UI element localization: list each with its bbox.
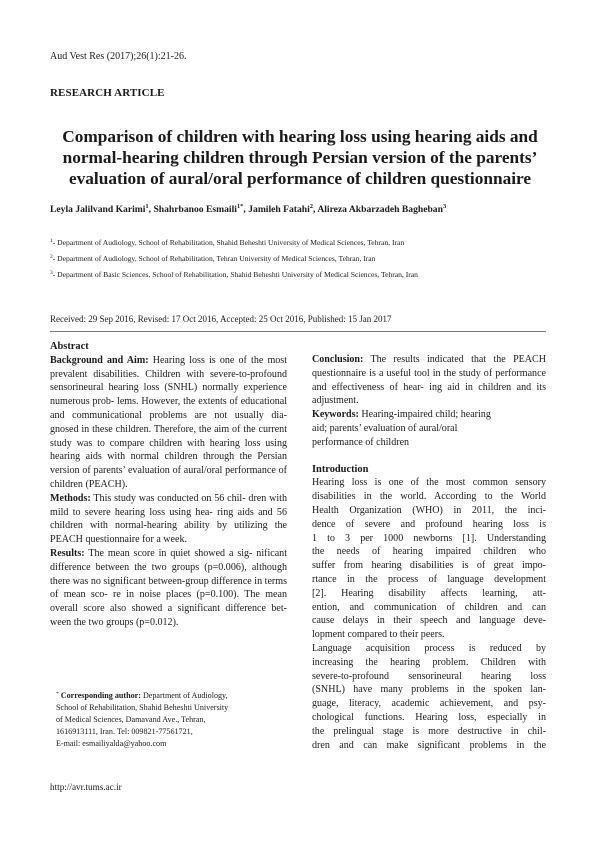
title-line: evaluation of aural/oral performance of children questionnaire bbox=[68, 169, 532, 188]
text-line: score also showed a significant difference bet- bbox=[83, 603, 288, 615]
text-line: Hearing loss is one of bbox=[152, 354, 247, 366]
corresponding-author-note bbox=[56, 688, 288, 750]
section-label: Background and Aim: bbox=[50, 354, 149, 366]
text-line: (SNHL) normally experience numerous prob- bbox=[50, 382, 287, 408]
author-affiliation-mark: 3 bbox=[442, 203, 447, 210]
affiliation-number: 2 bbox=[50, 254, 53, 260]
text-line: dren with mild to severe hearing loss using hea- bbox=[50, 492, 287, 518]
affiliation-item bbox=[50, 266, 550, 282]
affiliation-text: - Department of Audiology, School of Rehabilitation, Tehran University of Medical Sciences, Tehran, Iran bbox=[52, 254, 376, 263]
text-line: a week. bbox=[156, 534, 188, 546]
text-line: aid; parents’ evaluation of aural/oral bbox=[312, 422, 458, 434]
author-name: Shahrbanoo Esmaili bbox=[153, 204, 237, 215]
corr-line: 1616913111, Iran. Tel: 009821-77561721, bbox=[56, 727, 193, 737]
text-line: study of performance and effectiveness of hear- bbox=[312, 367, 546, 393]
author-affiliation-mark: 1 bbox=[145, 203, 149, 210]
intro-line: [2]. Hearing disability affects learning, att- bbox=[312, 587, 546, 599]
intro-line: dren and can make significant problems in the bbox=[312, 739, 546, 751]
intro-line: suffer from hearing disabilities is of great impo- bbox=[312, 560, 546, 572]
author-name: Jamileh Fatahi bbox=[248, 204, 310, 215]
corr-text: Department of Audiology, bbox=[142, 691, 228, 700]
intro-line: the needs of hearing impaired children who bbox=[312, 546, 546, 558]
journal-reference: Aud Vest Res (2017);26(1):21-26. bbox=[50, 51, 187, 62]
author-affiliation-mark: 1* bbox=[236, 203, 244, 210]
corr-mark: * bbox=[56, 691, 59, 697]
section-label: Conclusion: bbox=[312, 354, 364, 365]
affiliation-number: 1 bbox=[50, 238, 53, 244]
intro-line: Hearing loss is one of the most common sensory bbox=[312, 477, 546, 489]
intro-line: 1 to 3 per 1000 newborns [1]. Understanding bbox=[312, 532, 546, 544]
text-line: between-group difference in terms of mean sco- bbox=[50, 575, 287, 601]
intro-line: increasing the hearing problem. Children with bbox=[312, 656, 546, 668]
section-label: Methods: bbox=[50, 492, 91, 504]
text-line: ability by utilizing the PEACH questionnaire for bbox=[50, 520, 288, 546]
abstract-conclusion bbox=[312, 353, 546, 408]
abstract-background bbox=[50, 354, 287, 492]
intro-line: ention, and communication of children and can bbox=[312, 601, 546, 613]
corr-line: of Medical Sciences, Damavand Ave., Tehran, bbox=[56, 715, 206, 725]
author-list bbox=[50, 203, 550, 215]
abstract-methods bbox=[50, 492, 287, 547]
affiliation-number: 3 bbox=[50, 270, 53, 276]
affiliation-text: - Department of Audiology, School of Rehabilitation, Shahid Beheshti University of Medical Sciences, Tehran, Iran bbox=[52, 238, 405, 247]
text-line: ween the two groups (p=0.012). bbox=[50, 616, 179, 628]
text-line: The results indicated that the bbox=[370, 354, 506, 365]
text-line: lems. However, the extents of educational and bbox=[50, 396, 287, 421]
footer-url: http://avr.tums.ac.ir bbox=[50, 782, 122, 792]
right-column bbox=[312, 353, 546, 752]
author-name: Leyla Jalilvand Karimi bbox=[50, 204, 146, 215]
affiliation-item bbox=[50, 250, 550, 266]
text-line: The mean score in quiet showed a sig- bbox=[88, 547, 253, 559]
author-separator: , bbox=[313, 204, 318, 215]
text-line: Hearing-impaired child; hearing bbox=[361, 409, 491, 421]
author-name: Alireza Akbarzadeh Bagheban bbox=[317, 204, 443, 215]
text-line: children through the Persian version of parents’ bbox=[50, 451, 287, 477]
abstract-column bbox=[50, 340, 287, 630]
text-line: (p=0.006), although there was no significant bbox=[50, 561, 287, 587]
corr-line: E-mail: esmailiyalda@yahoo.com bbox=[56, 739, 167, 749]
author-separator: , bbox=[148, 204, 154, 215]
intro-line: disabilities in the world. According to the World bbox=[312, 491, 546, 503]
abstract-heading: Abstract bbox=[50, 341, 89, 352]
corr-line: School of Rehabilitation, Shahid Beheshti University bbox=[56, 703, 229, 713]
text-line: (PEACH). bbox=[85, 478, 128, 490]
affiliation-text: - Department of Basic Sciences, School of Rehabilitation, Shahid Beheshti University of Medical Sciences, Tehran, Iran bbox=[52, 270, 418, 279]
intro-line: the prelingual stage is more destructive in chil- bbox=[312, 725, 546, 737]
intro-line: Health Organization (WHO) in 2011, the inci- bbox=[312, 504, 546, 516]
text-line: gnosed in these children. Therefore, the aim of bbox=[50, 423, 241, 435]
intro-line: lopment compared to their peers. bbox=[312, 629, 445, 641]
affiliation-list bbox=[50, 234, 550, 282]
text-line: This study was conducted on 56 chil- bbox=[93, 492, 246, 504]
author-affiliation-mark: 2 bbox=[309, 203, 314, 210]
title-line: normal-hearing children through Persian version of the parents’ bbox=[62, 148, 538, 167]
corr-line bbox=[56, 688, 288, 702]
intro-line: guage, literacy, academic achievement, and psy- bbox=[312, 698, 546, 710]
text-line: ing aid in children and its adjustment. bbox=[312, 381, 547, 407]
publication-dates: Received: 29 Sep 2016, Revised: 17 Oct 2016, Accepted: 25 Oct 2016, Published: 15 Jan 2017 bbox=[50, 314, 392, 324]
title-line: Comparison of children with hearing loss using hearing aids and bbox=[62, 127, 538, 146]
intro-line: (SNHL) have many problems in the spoken lan- bbox=[312, 684, 546, 696]
author-separator: , bbox=[243, 204, 249, 215]
intro-line: Language acquisition process is reduced by bbox=[312, 642, 546, 654]
introduction-body bbox=[312, 476, 546, 752]
intro-line: chological functions. Hearing loss, especially in bbox=[312, 711, 546, 723]
section-label: Keywords: bbox=[312, 409, 359, 421]
text-line: severe-to-profound sensorineural hearing loss bbox=[50, 368, 287, 394]
corr-label: Corresponding author: bbox=[60, 691, 141, 700]
affiliation-item bbox=[50, 234, 550, 250]
text-line: hearing loss using hearing aids with normal bbox=[50, 437, 287, 463]
intro-line: rtance in the process of language development bbox=[312, 573, 546, 585]
paper-title bbox=[50, 126, 550, 189]
text-line: nificant difference between the two groups bbox=[50, 547, 287, 573]
abstract-results bbox=[50, 547, 287, 630]
text-line: the most prevalent disabilities. Children with bbox=[50, 354, 288, 380]
text-line: ring aids and 56 children with normal-hearing bbox=[50, 506, 287, 532]
section-label: Results: bbox=[50, 547, 85, 559]
intro-line: dence of severe and profound hearing loss is bbox=[312, 518, 546, 530]
intro-line: cause delays in their speech and language deve- bbox=[312, 615, 546, 627]
text-line: evaluation of aural/oral performance of children bbox=[50, 465, 287, 490]
text-line: the current study was to compare children with bbox=[50, 423, 288, 449]
abstract-keywords bbox=[312, 408, 546, 449]
text-line: re in noise places (p=0.100). The mean overall bbox=[50, 589, 288, 615]
divider bbox=[50, 331, 546, 332]
text-line: performance of children bbox=[312, 436, 410, 448]
intro-line: severe-to-profound sensorineural hearing loss bbox=[312, 670, 546, 682]
article-type: RESEARCH ARTICLE bbox=[50, 87, 165, 99]
text-line: communicational problems are not usually dia- bbox=[72, 409, 287, 421]
introduction-heading: Introduction bbox=[312, 463, 369, 475]
text-line: PEACH questionnaire is a useful tool in the bbox=[312, 354, 546, 379]
